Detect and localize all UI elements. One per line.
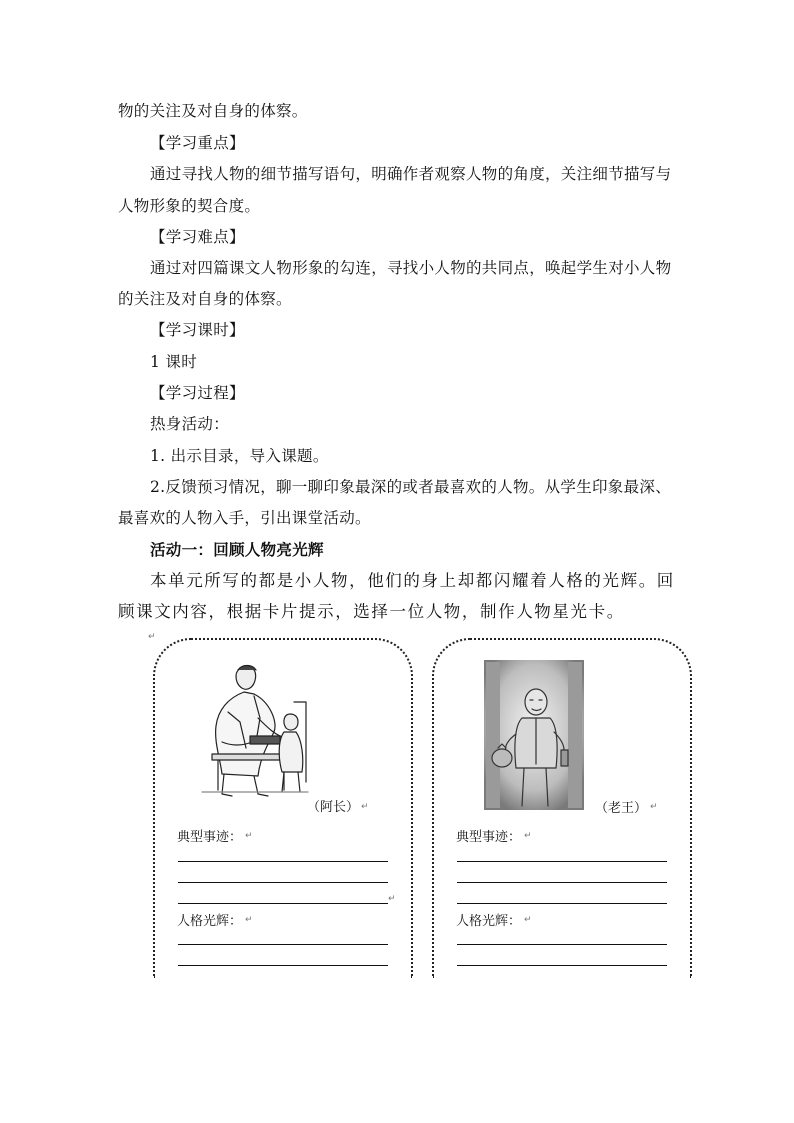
card-caption: （老王）	[595, 801, 648, 816]
paragraph-line: 热身活动：	[150, 415, 230, 433]
list-item: 1. 出示目录，导入课题。	[150, 447, 329, 465]
paragraph-line: 1 课时	[150, 353, 197, 371]
paragraph-line: 本单元所写的都是小人物，他们的身上却都闪耀着人格的光辉。回	[150, 571, 675, 590]
return-mark: ↵	[524, 831, 532, 841]
paragraph-line: 顾课文内容，根据卡片提示，选择一位人物，制作人物星光卡。	[118, 602, 625, 621]
glory-label: 人格光辉：	[177, 914, 243, 929]
answer-line[interactable]	[457, 965, 667, 966]
paragraph-line: 通过寻找人物的细节描写语句，明确作者观察人物的角度，关注细节描写与	[150, 165, 672, 183]
answer-line[interactable]	[178, 903, 388, 904]
deeds-label: 典型事迹：	[456, 830, 522, 845]
return-mark: ↵	[148, 632, 156, 642]
section-heading-focus: 【学习重点】	[150, 134, 245, 152]
answer-line[interactable]	[457, 882, 667, 883]
answer-line[interactable]	[457, 944, 667, 945]
card-caption: （阿长）	[307, 800, 360, 815]
section-heading-process: 【学习过程】	[150, 384, 245, 402]
answer-line[interactable]	[457, 861, 667, 862]
paragraph-line: 最喜欢的人物入手，引出课堂活动。	[118, 509, 371, 527]
paragraph-line: 人物形象的契合度。	[118, 197, 261, 215]
paragraph-line: 物的关注及对自身的体察。	[118, 102, 308, 120]
return-mark: ↵	[388, 894, 396, 904]
answer-line[interactable]	[457, 903, 667, 904]
glory-label: 人格光辉：	[456, 914, 522, 929]
section-heading-difficulty: 【学习难点】	[150, 228, 245, 246]
list-item: 2.反馈预习情况，聊一聊印象最深的或者最喜欢的人物。从学生印象最深、	[150, 478, 671, 496]
activity-title: 活动一：回顾人物亮光辉	[150, 540, 324, 559]
return-mark: ↵	[650, 802, 658, 812]
return-mark: ↵	[245, 915, 253, 925]
paragraph-line: 通过对四篇课文人物形象的勾连，寻找小人物的共同点，唤起学生对小人物	[150, 259, 672, 277]
return-mark: ↵	[361, 802, 369, 812]
return-mark: ↵	[245, 831, 253, 841]
old-man-at-doorway-illustration-icon	[484, 660, 584, 810]
section-heading-hours: 【学习课时】	[150, 321, 245, 339]
answer-line[interactable]	[178, 944, 388, 945]
deeds-label: 典型事迹：	[177, 830, 243, 845]
answer-line[interactable]	[178, 861, 388, 862]
woman-with-child-illustration-icon	[198, 662, 310, 802]
answer-line[interactable]	[178, 882, 388, 883]
return-mark: ↵	[524, 915, 532, 925]
answer-line[interactable]	[178, 965, 388, 966]
paragraph-line: 的关注及对自身的体察。	[118, 290, 292, 308]
